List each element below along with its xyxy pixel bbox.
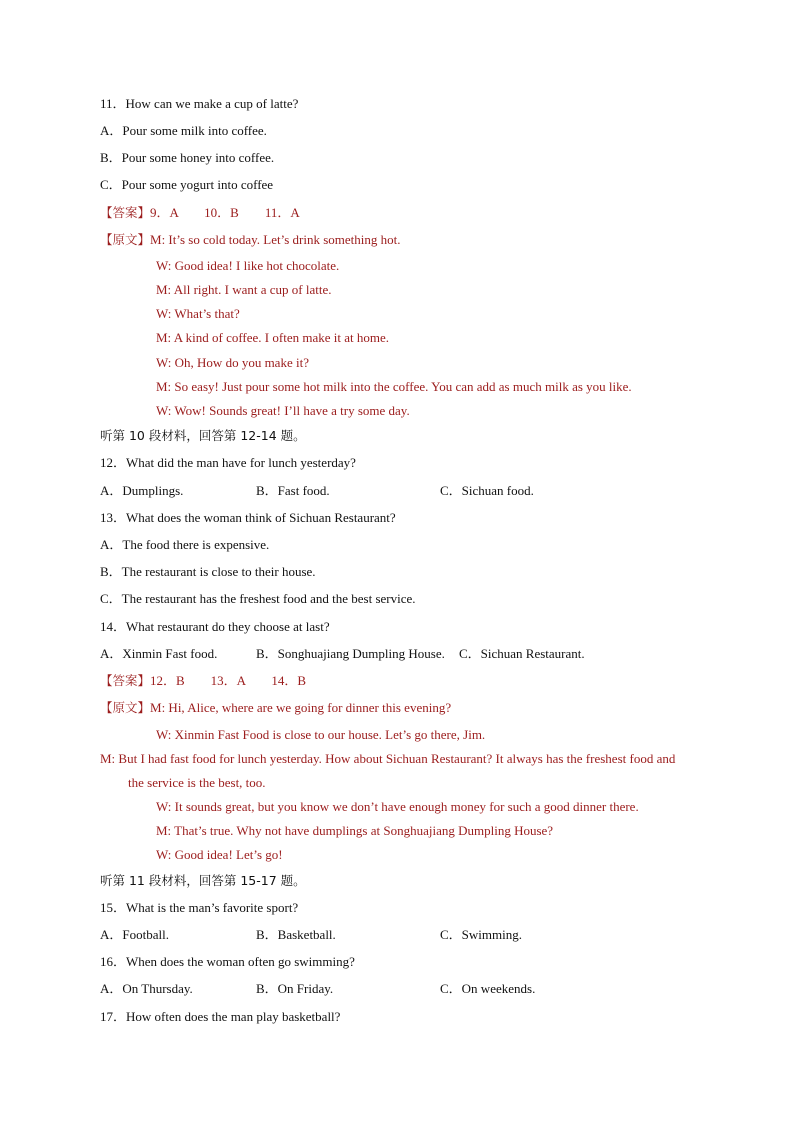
- q14-option-b: B．Songhuajiang Dumpling House.: [256, 646, 445, 661]
- transcript-line: W: Good idea! I like hot chocolate.: [156, 258, 340, 273]
- q13-option-a: A．The food there is expensive.: [100, 537, 270, 552]
- transcript-block-2: [100, 700, 451, 716]
- q14-option-a: A．Xinmin Fast food.: [100, 646, 218, 661]
- q12-option-a: A．Dumplings.: [100, 483, 184, 498]
- transcript-line: M: A kind of coffee. I often make it at home.: [156, 330, 389, 345]
- transcript-line-continued: the service is the best, too.: [128, 775, 266, 790]
- q15-option-b: B．Basketball.: [256, 927, 336, 942]
- q11-option-c: C．Pour some yogurt into coffee: [100, 177, 274, 192]
- transcript-line: W: Oh, How do you make it?: [156, 355, 309, 370]
- q11-question: 11．How can we make a cup of latte?: [100, 96, 299, 111]
- q13-question: 13．What does the woman think of Sichuan Restaurant?: [100, 510, 396, 525]
- answer-block-2: [100, 673, 306, 689]
- q15-question: 15．What is the man’s favorite sport?: [100, 900, 299, 915]
- transcript-block-1: [100, 232, 401, 248]
- section-heading-11: 听第 11 段材料，回答第 15-17 题。: [100, 873, 306, 888]
- q16-option-b: B．On Friday.: [256, 981, 334, 996]
- answer-block-1: [100, 205, 300, 221]
- transcript-line: M: All right. I want a cup of latte.: [156, 282, 332, 297]
- q15-option-c: C．Swimming.: [440, 927, 522, 942]
- answer-tag: 【答案】: [100, 205, 151, 220]
- transcript-line: W: It sounds great, but you know we don’t have enough money for such a good dinner there.: [156, 799, 639, 814]
- q12-question: 12．What did the man have for lunch yesterday?: [100, 455, 356, 470]
- transcript-line: M: Hi, Alice, where are we going for dinner this evening?: [150, 700, 452, 715]
- q13-option-b: B．The restaurant is close to their house.: [100, 564, 316, 579]
- q13-option-c: C．The restaurant has the freshest food and the best service.: [100, 591, 416, 606]
- q17-question: 17．How often does the man play basketball?: [100, 1009, 341, 1024]
- answer-text: 9．A 10．B 11．A: [150, 205, 300, 220]
- transcript-line: M: It’s so cold today. Let’s drink something hot.: [150, 232, 401, 247]
- q12-option-b: B．Fast food.: [256, 483, 330, 498]
- q12-option-c: C．Sichuan food.: [440, 483, 534, 498]
- transcript-line: W: Good idea! Let’s go!: [156, 847, 283, 862]
- transcript-line: M: That’s true. Why not have dumplings at Songhuajiang Dumpling House?: [156, 823, 554, 838]
- transcript-tag: 【原文】: [100, 700, 151, 715]
- transcript-line: M: But I had fast food for lunch yesterday. How about Sichuan Restaurant? It always has the freshest food and: [100, 751, 676, 766]
- transcript-line: M: So easy! Just pour some hot milk into the coffee. You can add as much milk as you like.: [156, 379, 632, 394]
- section-heading-10: 听第 10 段材料，回答第 12-14 题。: [100, 428, 306, 443]
- q15-option-a: A．Football.: [100, 927, 169, 942]
- q16-option-c: C．On weekends.: [440, 981, 536, 996]
- transcript-line: W: Xinmin Fast Food is close to our house. Let’s go there, Jim.: [156, 727, 486, 742]
- q11-option-a: A．Pour some milk into coffee.: [100, 123, 267, 138]
- q14-option-c: C．Sichuan Restaurant.: [459, 646, 585, 661]
- q16-option-a: A．On Thursday.: [100, 981, 193, 996]
- q16-question: 16．When does the woman often go swimming?: [100, 954, 355, 969]
- transcript-line: W: What’s that?: [156, 306, 240, 321]
- answer-tag: 【答案】: [100, 673, 151, 688]
- transcript-line: W: Wow! Sounds great! I’ll have a try some day.: [156, 403, 410, 418]
- q14-question: 14．What restaurant do they choose at last?: [100, 619, 330, 634]
- answer-text: 12．B 13．A 14．B: [150, 673, 307, 688]
- q11-option-b: B．Pour some honey into coffee.: [100, 150, 275, 165]
- transcript-tag: 【原文】: [100, 232, 151, 247]
